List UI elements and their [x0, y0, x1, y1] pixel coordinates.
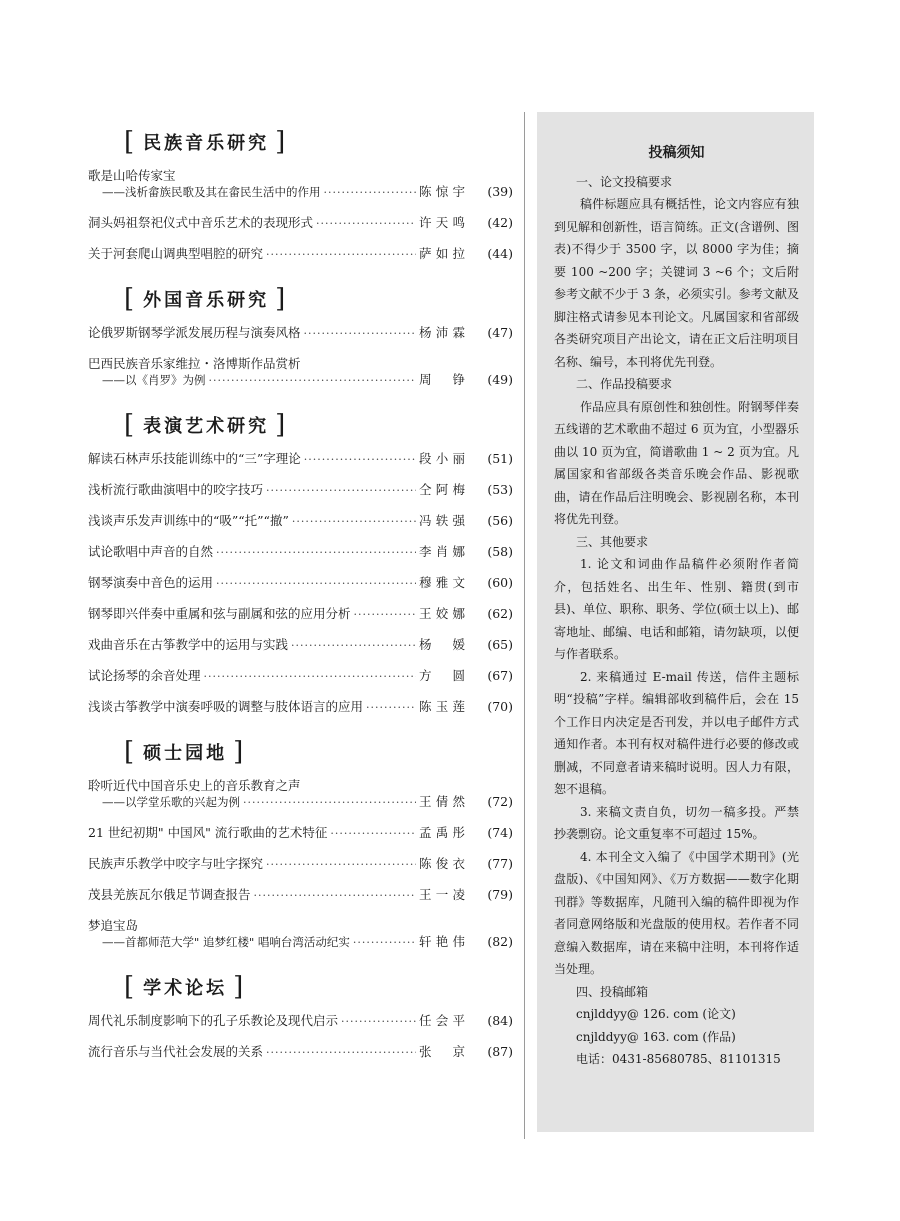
entry-line	[88, 482, 513, 499]
section-title: 外国音乐研究	[143, 290, 270, 311]
entry-line	[88, 606, 513, 623]
entry-author: 王姣娜	[419, 606, 465, 621]
entry-author: 萨如拉	[419, 246, 465, 261]
toc-section	[88, 965, 513, 1061]
entry-title: 聆听近代中国音乐史上的音乐教育之声	[88, 778, 301, 793]
entry-page: (82)	[487, 934, 513, 949]
dot-leader	[204, 669, 416, 685]
entry-title: 解读石林声乐技能训练中的“三”字理论	[88, 451, 301, 466]
toc-entry	[88, 887, 513, 904]
bracket-left: [	[124, 410, 138, 440]
toc-entry	[88, 168, 513, 201]
entry-line	[88, 246, 513, 263]
entry-page: (62)	[487, 606, 513, 621]
notice-paragraph: 4. 本刊全文入编了《中国学术期刊》(光盘版)、《中国知网》、《万方数据——数字化期刊群》等数据库，凡随刊入编的稿件即视为作者同意网络版和光盘版的使用权。若作者不同意编入数据库，请在来稿中注明，本刊将作适当处理。	[554, 849, 799, 976]
toc-entry	[88, 1044, 513, 1061]
dot-leader	[316, 216, 416, 232]
entry-page: (87)	[487, 1044, 513, 1059]
submission-notice-box	[537, 112, 814, 1132]
entry-author: 任会平	[419, 1013, 465, 1028]
entry-author: 轩艳伟	[419, 934, 465, 949]
toc-entry	[88, 668, 513, 685]
entry-title: 试论歌唱中声音的自然	[88, 544, 214, 559]
toc-entry	[88, 699, 513, 716]
notice-heading-papers: 一、论文投稿要求	[576, 174, 673, 189]
dot-leader	[216, 545, 416, 561]
toc-entry	[88, 606, 513, 623]
entry-page: (84)	[487, 1013, 513, 1028]
dot-leader	[266, 857, 416, 873]
notice-paragraph: 1. 论文和词曲作品稿件必须附作者简介，包括姓名、出生年、性别、籍贯(到市县)、单位、职称、职务、学位(硕士以上)、邮寄地址、邮编、电话和邮箱，请勿缺项，以便与作者联系。	[554, 557, 799, 661]
table-of-contents	[88, 120, 513, 1075]
bracket-left: [	[124, 127, 138, 157]
entry-title: 梦追宝岛	[88, 918, 139, 933]
entry-title: 戏曲音乐在古筝教学中的运用与实践	[88, 637, 289, 652]
section-title: 硕士园地	[143, 743, 228, 764]
entry-line	[88, 934, 513, 951]
section-title: 民族音乐研究	[143, 133, 270, 154]
dot-leader	[292, 514, 416, 530]
entry-author: 许天鸣	[419, 215, 465, 230]
dot-leader	[266, 1045, 416, 1061]
entry-author: 段小丽	[419, 451, 465, 466]
entry-page: (65)	[487, 637, 513, 652]
entry-title: 周代礼乐制度影响下的孔子乐教论及现代启示	[88, 1013, 339, 1028]
section-heading	[124, 965, 246, 1009]
toc-entry	[88, 482, 513, 499]
entry-line	[88, 1013, 513, 1030]
entry-title: 21 世纪初期" 中国风" 流行歌曲的艺术特征	[88, 825, 328, 840]
dot-leader	[341, 1014, 416, 1030]
entry-author: 张京	[419, 1044, 465, 1059]
email-papers: cnjlddyy@ 126. com (论文)	[576, 1007, 736, 1021]
dot-leader	[266, 247, 416, 263]
section-title: 表演艺术研究	[143, 416, 270, 437]
section-title: 学术论坛	[143, 978, 228, 999]
entry-page: (49)	[487, 372, 513, 387]
toc-section	[88, 277, 513, 389]
entry-line	[88, 513, 513, 530]
notice-heading-works: 二、作品投稿要求	[576, 377, 673, 391]
toc-entry	[88, 513, 513, 530]
entry-title: 钢琴演奏中音色的运用	[88, 575, 214, 590]
dot-leader	[266, 483, 416, 499]
toc-entry	[88, 778, 513, 811]
entry-author: 李肖娜	[419, 544, 465, 559]
bracket-left: [	[124, 284, 138, 314]
entry-line	[88, 794, 513, 811]
dot-leader	[209, 373, 417, 389]
bracket-right: ]	[275, 410, 289, 440]
dot-leader	[216, 576, 416, 592]
entry-page: (39)	[487, 184, 513, 199]
entry-page: (58)	[487, 544, 513, 559]
entry-page: (47)	[487, 325, 513, 340]
entry-author: 穆雅文	[419, 575, 465, 590]
entry-page: (56)	[487, 513, 513, 528]
bracket-left: [	[124, 972, 138, 1002]
section-heading	[124, 403, 288, 447]
entry-page: (74)	[487, 825, 513, 840]
notice-paragraph: 稿件标题应具有概括性，论文内容应有独到见解和创新性，语言简练。正文(含谱例、图表)不得少于 3500 字，以 8000 字为佳；摘要 100 ~200 字；关键词 3 ~6 个；文后附参考文献不少于 3 条，必须实引。参考文献及脚注格式请参见本刊论文。凡属国家和省部级各类研究项目产出论文，请在正文后注明项目名称、编号，本刊将优先刊登。	[554, 197, 799, 369]
entry-page: (60)	[487, 575, 513, 590]
entry-line	[88, 575, 513, 592]
entry-line	[88, 668, 513, 685]
entry-title: 钢琴即兴伴奏中重属和弦与副属和弦的应用分析	[88, 606, 351, 621]
notice-paragraph: 作品应具有原创性和独创性。附钢琴伴奏五线谱的艺术歌曲不超过 6 页为宜，小型器乐曲以 10 页为宜，简谱歌曲 1 ~ 2 页为宜。凡属国家和省部级各类音乐晚会作品、影视歌曲，请在作品后注明晚会、影视剧名称，本刊将优先刊登。	[554, 399, 799, 526]
entry-author: 仝阿梅	[419, 482, 465, 497]
notice-paragraph: 2. 来稿通过 E-mail 传送，信件主题标明“投稿”字样。编辑部收到稿件后，会在 15 个工作日内决定是否刊发，并以电子邮件方式通知作者。本刊有权对稿件进行必要的修改或删减，不同意者请来稿时说明。因人力有限，恕不退稿。	[554, 669, 799, 796]
entry-line	[88, 1044, 513, 1061]
entry-author: 方圆	[419, 668, 465, 683]
bracket-left: [	[124, 737, 138, 767]
entry-page: (42)	[487, 215, 513, 230]
entry-title: 民族声乐教学中咬字与吐字探究	[88, 856, 264, 871]
toc-entry	[88, 1013, 513, 1030]
entry-page: (72)	[487, 794, 513, 809]
entry-line	[88, 325, 513, 342]
dot-leader	[254, 888, 416, 904]
column-divider	[524, 112, 525, 1139]
entry-line	[88, 637, 513, 654]
entry-title: 关于河套爬山调典型唱腔的研究	[88, 246, 264, 261]
email-works: cnjlddyy@ 163. com (作品)	[576, 1029, 736, 1044]
dot-leader	[353, 935, 416, 951]
toc-entry	[88, 637, 513, 654]
notice-title: 投稿须知	[648, 145, 705, 161]
entry-author: 王一凌	[419, 887, 465, 902]
toc-entry	[88, 246, 513, 263]
notice-heading-other: 三、其他要求	[576, 534, 649, 549]
entry-title: 流行音乐与当代社会发展的关系	[88, 1044, 264, 1059]
entry-page: (70)	[487, 699, 513, 714]
entry-subtitle: ——以学堂乐歌的兴起为例	[102, 795, 240, 809]
section-heading	[124, 277, 288, 321]
bracket-right: ]	[233, 972, 247, 1002]
entry-author: 陈玉莲	[419, 699, 465, 714]
entry-author: 冯轶强	[419, 513, 465, 528]
entry-title: 歌是山哈传家宝	[88, 168, 176, 183]
entry-title: 洞头妈祖祭祀仪式中音乐艺术的表现形式	[88, 215, 314, 230]
dot-leader	[324, 185, 417, 201]
entry-page: (44)	[487, 246, 513, 261]
entry-author: 陈俊衣	[419, 856, 465, 871]
entry-author: 杨沛霖	[419, 325, 465, 340]
entry-line	[88, 215, 513, 232]
dot-leader	[304, 326, 416, 342]
toc-entry	[88, 356, 513, 389]
notice-heading-email: 四、投稿邮箱	[576, 984, 649, 999]
entry-line	[88, 544, 513, 561]
entry-title: 论俄罗斯钢琴学派发展历程与演奏风格	[88, 325, 301, 340]
entry-page: (77)	[487, 856, 513, 871]
entry-page: (67)	[487, 668, 513, 683]
toc-entry	[88, 215, 513, 232]
entry-author: 王倩然	[419, 794, 465, 809]
entry-subtitle: ——以《肖罗》为例	[102, 373, 206, 387]
dot-leader	[304, 452, 416, 468]
toc-entry	[88, 856, 513, 873]
toc-entry	[88, 451, 513, 468]
toc-section	[88, 403, 513, 716]
entry-page: (79)	[487, 887, 513, 902]
entry-line	[88, 699, 513, 716]
toc-section	[88, 120, 513, 263]
entry-author: 周铮	[419, 372, 465, 387]
entry-author: 孟禹彤	[419, 825, 465, 840]
notice-paragraph: 3. 来稿文责自负，切勿一稿多投。严禁抄袭剽窃。论文重复率不可超过 15%。	[554, 804, 799, 841]
entry-subtitle: ——首都师范大学" 追梦红楼" 唱响台湾活动纪实	[102, 935, 350, 949]
entry-line	[88, 856, 513, 873]
entry-title: 浅析流行歌曲演唱中的咬字技巧	[88, 482, 264, 497]
toc-entry	[88, 918, 513, 951]
section-heading	[124, 120, 288, 164]
entry-subtitle: ——浅析畲族民歌及其在畲民生活中的作用	[102, 185, 321, 199]
toc-section	[88, 730, 513, 951]
dot-leader	[330, 826, 416, 842]
dot-leader	[291, 638, 416, 654]
entry-page: (51)	[487, 451, 513, 466]
entry-line	[88, 372, 513, 389]
entry-author: 陈惊宇	[419, 184, 465, 199]
entry-page: (53)	[487, 482, 513, 497]
entry-title: 浅谈声乐发声训练中的“吸”“托”“撤”	[88, 513, 289, 528]
entry-title: 巴西民族音乐家维拉・洛博斯作品赏析	[88, 356, 301, 371]
entry-line	[88, 887, 513, 904]
entry-author: 杨媛	[419, 637, 465, 652]
entry-title: 试论扬琴的余音处理	[88, 668, 201, 683]
toc-entry	[88, 575, 513, 592]
toc-entry	[88, 325, 513, 342]
phone-number: 电话：0431-85680785、81101315	[576, 1052, 781, 1066]
toc-entry	[88, 544, 513, 561]
entry-title: 浅谈古筝教学中演奏呼吸的调整与肢体语言的应用	[88, 699, 364, 714]
entry-line	[88, 825, 513, 842]
entry-title: 茂县羌族瓦尔俄足节调查报告	[88, 887, 251, 902]
dot-leader	[354, 607, 416, 623]
bracket-right: ]	[275, 127, 289, 157]
dot-leader	[366, 700, 416, 716]
section-heading	[124, 730, 246, 774]
entry-line	[88, 184, 513, 201]
bracket-right: ]	[233, 737, 247, 767]
toc-entry	[88, 825, 513, 842]
dot-leader	[243, 795, 416, 811]
bracket-right: ]	[275, 284, 289, 314]
entry-line	[88, 451, 513, 468]
